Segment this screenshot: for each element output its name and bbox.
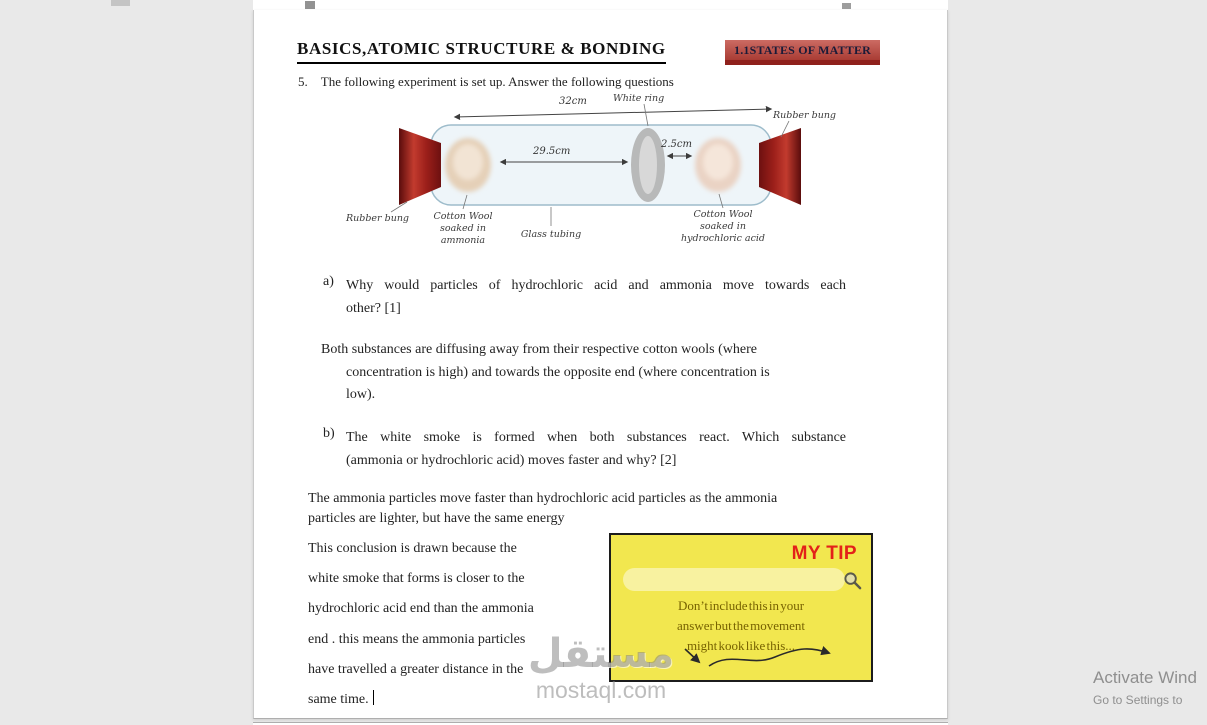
measure-label-29-5cm: 29.5cm [533,146,571,157]
glass-tubing-label: Glass tubing [520,229,582,240]
document-title[interactable]: BASICS,ATOMIC STRUCTURE & BONDING [297,39,666,64]
section-badge: 1.1STATES OF MATTER [725,40,880,65]
rubber-bung-right-label: Rubber bung [773,110,837,121]
magnifier-icon [843,571,862,590]
answer-b-paragraph[interactable]: The ammonia particles move faster than hydrochloric acid particles as the ammonia particles are lighter, but have the same energy [308,491,778,526]
page-margin-marker-icon [842,3,851,9]
cotton-right-label: Cotton Wool [693,209,753,220]
tip-title: MY TIP [791,543,857,564]
answer-b-continued[interactable]: This conclusion is drawn because the white smoke that forms is closer to the hydrochloric acid end than the ammonia end . this means the ammonia particles have travelled a greater distance in the same time. [308,541,534,708]
experiment-diagram[interactable] [341,92,871,254]
question-b-text[interactable]: The white smoke is formed when both substances react. Which substance (ammonia or hydrochloric acid) moves faster and why? [2] [346,430,846,468]
ruler-fragment-icon [111,0,130,6]
text-cursor [373,690,374,705]
question-5-text: The following experiment is set up. Answer the following questions [320,74,674,89]
last-line: same time. [308,692,369,708]
question-5[interactable] [298,74,674,90]
answer-a-paragraph[interactable]: Both substances are diffusing away from their respective cotton wools (where concentration is high) and towards the opposite end (where concentration is low). [321,342,770,402]
cotton-wool-left [445,138,491,192]
measure-arrow-32cm [455,109,771,117]
measure-label-32cm: 32cm [559,96,587,107]
svg-text:hydrochloric acid: hydrochloric acid [680,233,766,244]
watermark-domain: mostaql.com [535,677,667,703]
activate-windows-notice: Activate Wind Go to Settings to [1093,668,1197,707]
document-page[interactable] [253,10,948,719]
white-ring-label: White ring [613,93,665,104]
page-margin-marker-icon [305,1,315,9]
cotton-wool-right [695,138,741,192]
question-a-text[interactable]: Why would particles of hydrochloric acid and ammonia move towards each other? [1] [346,278,846,316]
svg-text:soaked in: soaked in [440,223,486,234]
rubber-bung-left-label: Rubber bung [346,213,410,224]
movement-sketch-icon [679,639,849,679]
cotton-left-label: Cotton Wool [433,211,493,222]
tip-box[interactable] [609,533,873,682]
question-b-number: b) [323,426,335,441]
question-a-number: a) [323,274,334,289]
tip-text: Don’t include this in your answer but the movement might kook like this... [677,598,805,653]
svg-text:soaked in: soaked in [700,221,746,232]
question-5-number: 5. [298,74,308,89]
svg-text:ammonia: ammonia [440,235,486,246]
white-ring-shape [631,128,665,202]
tip-highlight-band [623,568,845,591]
measure-label-2-5cm: 2.5cm [661,139,692,150]
watermark-arabic: مستقل [527,631,675,677]
